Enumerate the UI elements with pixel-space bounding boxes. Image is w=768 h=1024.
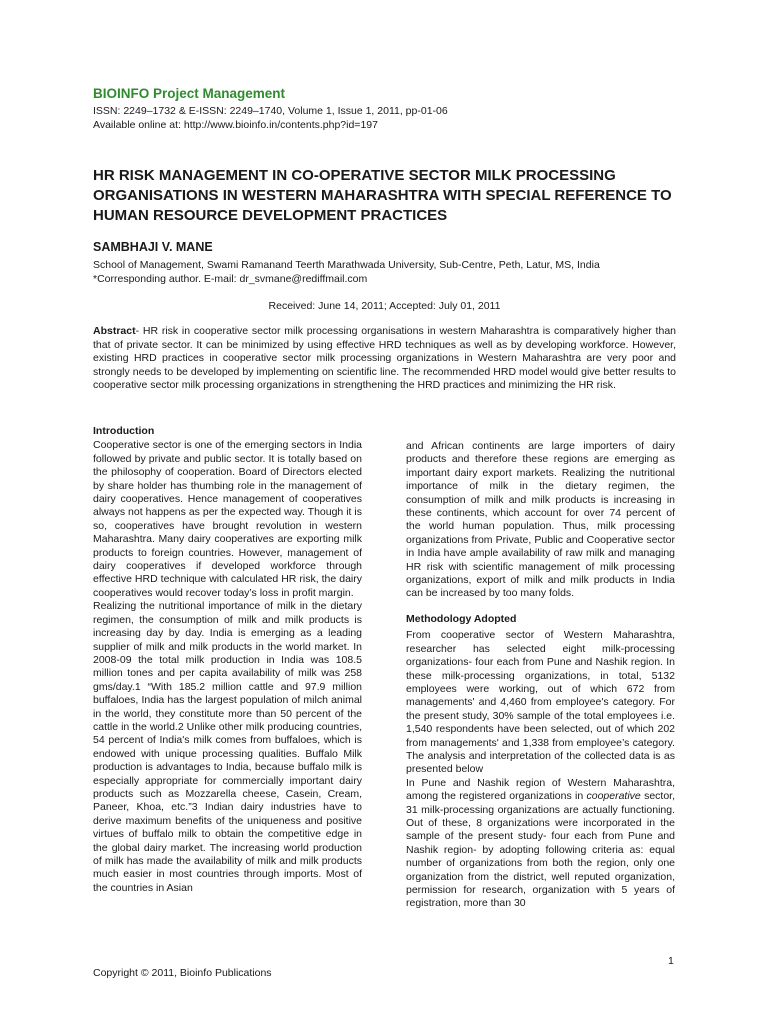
available-online-line: Available online at: http://www.bioinfo.in/contents.php?id=197 [93, 119, 378, 131]
abstract-label: Abstract [93, 325, 136, 337]
left-column [93, 425, 362, 895]
journal-name: BIOINFO Project Management [93, 86, 286, 101]
intro-paragraph-2: Realizing the nutritional importance of milk in the dietary regimen, the consumption of milk and milk products is increasing day by day. India is emerging as a leading supplier of milk and milk products in the world market. In 2008-09 the total milk production in India was 108.5 million tones and per capita availability of milk was 258 gms/day.1 “With 185.2 million cattle and 97.9 million buffaloes, India has the largest population of milch animal in the world, they constitute more than 50 percent of the cattle in the world.2 Unlike other milk producing countries, 54 percent of India's milk comes from buffaloes, which is endowed with unique processing qualities. Buffalo Milk production is advantages to India, because buffalo milk is especially appropriate for commercially important dairy products such as Mozzarella cheese, Casein, Cream, Paneer, Khoa, etc.”3 Indian dairy industries have to derive maximum benefits of the uniqueness and positive virtues of buffalo milk to obtain the competitive edge in the global dairy market. The increasing world production of milk has made the availability of milk and milk products much easier in most countries through imports. Most of the countries in Asian [93, 600, 362, 894]
received-accepted-dates: Received: June 14, 2011; Accepted: July 01, 2011 [268, 300, 501, 312]
corresponding-author: *Corresponding author. E-mail: dr_svmane@rediffmail.com [93, 273, 368, 285]
abstract [93, 325, 676, 393]
right-column [406, 440, 675, 911]
methodology-text-b: sector, 31 milk-processing organizations are actually functioning. Out of these, 8 organizations were incorporated in the sample of the present study- four each from Pune and Nashik region- by adopting following criteria as: equal number of organizations from both the region, only one organization from the district, well reputed organization, permission for research, organization with 5 years of registration, more than 30 [406, 790, 676, 910]
copyright-footer: Copyright © 2011, Bioinfo Publications [93, 967, 272, 979]
author-affiliation: School of Management, Swami Ramanand Teerth Marathwada University, Sub-Centre, Peth, Latur, MS, India [93, 259, 600, 271]
methodology-paragraph-1: From cooperative sector of Western Maharashtra, researcher has selected eight milk-processing organizations- four each from Pune and Nashik region. In these milk-processing organizations, in total, 5132 employees were working, out of which 672 from managements' and 4,460 from employee's category. For the present study, 30% sample of the total employees i.e. 1,540 respondents have been selected, out of which 202 from managements' and 1,338 from employee’s category. The analysis and interpretation of the collected data is as presented below [406, 629, 675, 776]
author-name: SAMBHAJI V. MANE [93, 240, 213, 254]
introduction-heading: Introduction [93, 425, 155, 437]
methodology-text-a: In Pune and Nashik region of Western Maharashtra, among the registered organizations in [406, 776, 675, 803]
methodology-emphasis: cooperative [586, 790, 641, 803]
page-number: 1 [668, 955, 674, 967]
intro-paragraph-1: Cooperative sector is one of the emerging sectors in India followed by private and public sector. It is totally based on the philosophy of cooperation. Board of Directors elected by share holder has thumbing role in the management of dairy cooperatives. Hence management of cooperatives always not happens as per the expected way. Though it is so, cooperatives have brought revolution in western Maharashtra. Many dairy cooperatives are exporting milk products to foreign countries. However, management of dairy cooperatives if developed workforce through effective HRD technique with calculated HR risk, the dairy cooperatives would recover today’s loss in profit margin. [93, 439, 362, 599]
paper-title [93, 166, 693, 226]
methodology-paragraph-2 [406, 777, 675, 911]
issn-line: ISSN: 2249–1732 & E-ISSN: 2249–1740, Volume 1, Issue 1, 2011, pp-01-06 [93, 105, 448, 117]
title-line-2: ORGANISATIONS IN WESTERN MAHARASHTRA WITH SPECIAL REFERENCE TO [93, 187, 672, 204]
title-line-1: HR RISK MANAGEMENT IN CO-OPERATIVE SECTOR MILK PROCESSING [93, 167, 616, 184]
right-paragraph-1: and African continents are large importers of dairy products and therefore these regions are emerging as important dairy export markets. Realizing the nutritional importance of milk in the dietary regimen, the consumption of milk and milk products is increasing in these continents, which account for over 74 percent of the world human population. Thus, milk processing organizations from Private, Public and Cooperative sector in India have ample availability of raw milk and managing HR risk with scientific management of milk processing organizations, export of milk and milk products in India can be increased by too many folds. [406, 440, 675, 600]
abstract-text: - HR risk in cooperative sector milk processing organisations in western Maharashtra is comparatively higher than that of private sector. It can be minimized by using effective HRD techniques as well as by developing workforce. However, existing HRD practices in cooperative sector milk processing organizations in Western Maharashtra are very poor and strongly needs to be developed by implementing on scientific line. The recommended HRD model would give better results to cooperative sector milk processing organizations in strengthening the HRD practices and minimizing the HR risk. [93, 325, 676, 391]
title-line-3: HUMAN RESOURCE DEVELOPMENT PRACTICES [93, 207, 448, 224]
methodology-heading: Methodology Adopted [406, 612, 517, 625]
